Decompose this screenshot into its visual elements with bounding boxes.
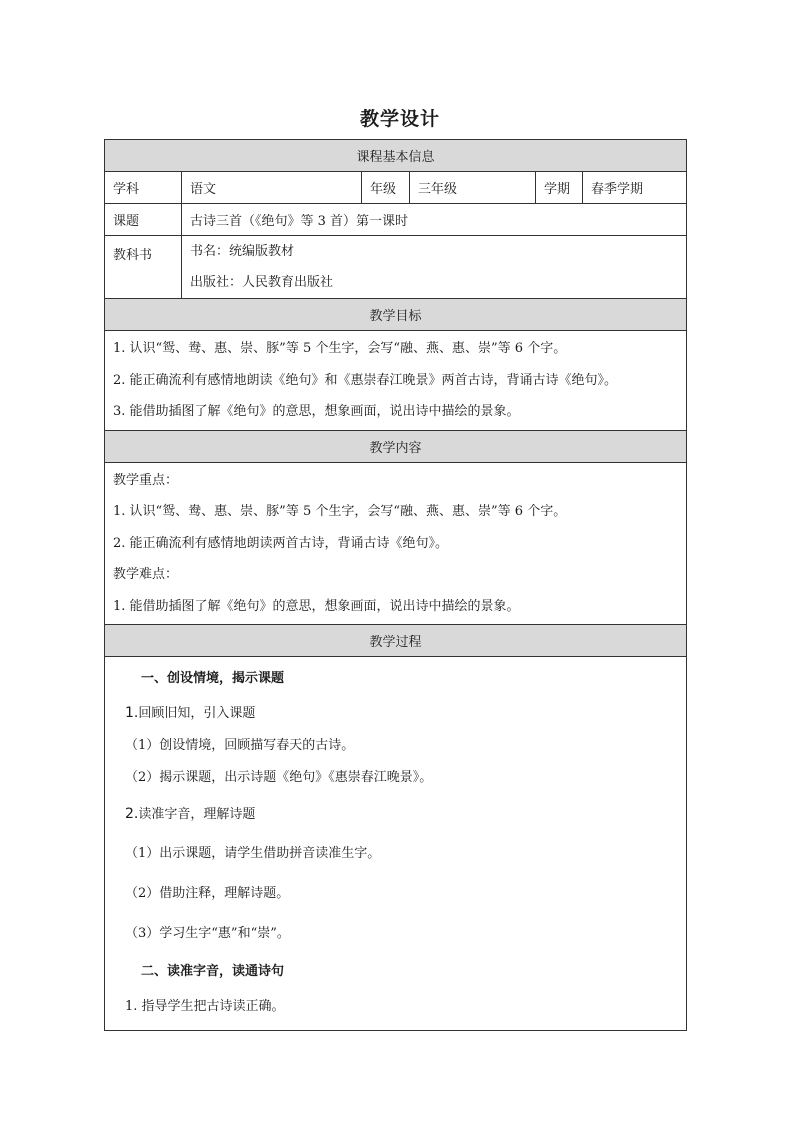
- topic-row: [105, 204, 687, 236]
- grade-label: 年级: [362, 172, 410, 204]
- step1-number: 1.: [125, 705, 139, 721]
- step1-item: （2）揭示课题，出示诗题《绝句》《惠崇春江晚景》。: [125, 770, 433, 785]
- step1-item: （1）创设情境，回顾描写春天的古诗。: [125, 738, 355, 753]
- part2-title: 二、读准字音，读通诗句: [141, 964, 285, 979]
- term-value: 春季学期: [583, 172, 687, 204]
- textbook-details: [182, 236, 687, 299]
- topic-label: 课题: [105, 204, 182, 236]
- basic-info-header-row: [105, 140, 687, 172]
- process-list: [105, 657, 687, 1031]
- subject-row: [105, 172, 687, 204]
- term-label: 学期: [536, 172, 583, 204]
- process-header: 教学过程: [105, 625, 687, 657]
- content-header: 教学内容: [105, 430, 687, 462]
- goals-header-row: [105, 299, 687, 331]
- lesson-plan-table: [104, 139, 687, 1031]
- content-row: [105, 462, 687, 625]
- step2-text: 读准字音，理解诗题: [138, 807, 256, 822]
- key-point-item: 2. 能正确流利有感情地朗读两首古诗，背诵古诗《绝句》。: [113, 535, 449, 551]
- textbook-name: 书名：统编版教材: [190, 244, 295, 259]
- goal-item: 3. 能借助插图了解《绝句》的意思，想象画面，说出诗中描绘的景象。: [113, 404, 520, 419]
- textbook-publisher: 出版社：人民教育出版社: [190, 275, 334, 290]
- key-points-label: 教学重点：: [113, 472, 179, 488]
- process-row: [105, 657, 687, 1031]
- step2-number: 2.: [125, 806, 139, 822]
- subject-label: 学科: [105, 172, 182, 204]
- content-list: [105, 462, 687, 625]
- content-header-row: [105, 430, 687, 462]
- goals-row: [105, 331, 687, 431]
- grade-value: 三年级: [410, 172, 536, 204]
- step2-item: （1）出示课题，请学生借助拼音读准生字。: [125, 846, 381, 861]
- goals-header: 教学目标: [105, 299, 687, 331]
- step2-heading: [125, 794, 678, 834]
- topic-value: 古诗三首（《绝句》等 3 首）第一课时: [182, 204, 687, 236]
- difficulty-item: 1. 能借助插图了解《绝句》的意思，想象画面，说出诗中描绘的景象。: [113, 598, 520, 614]
- process-header-row: [105, 625, 687, 657]
- textbook-label: 教科书: [105, 236, 182, 299]
- step1-text: 回顾旧知，引入课题: [138, 706, 256, 721]
- document-title: 教学设计: [359, 108, 440, 130]
- goal-item: 2. 能正确流利有感情地朗读《绝句》和《惠崇春江晚景》两首古诗，背诵古诗《绝句》。: [113, 372, 618, 388]
- part1-title: 一、创设情境，揭示课题: [141, 671, 285, 686]
- part2-item: 1. 指导学生把古诗读正确。: [125, 999, 285, 1014]
- difficulty-label: 教学难点：: [113, 567, 179, 582]
- step2-item: （2）借助注释，理解诗题。: [125, 886, 290, 901]
- subject-value: 语文: [182, 172, 362, 204]
- basic-info-header: 课程基本信息: [105, 140, 687, 172]
- step1-heading: [125, 697, 678, 730]
- key-point-item: 1. 认识“鸳、鸯、惠、崇、豚”等 5 个生字，会写“融、燕、惠、崇”等 6 个字。: [113, 504, 567, 519]
- step2-item: （3）学习生字“惠”和“崇”。: [125, 926, 290, 941]
- goal-item: 1. 认识“鸳、鸯、惠、崇、豚”等 5 个生字，会写“融、燕、惠、崇”等 6 个字。: [113, 341, 567, 356]
- textbook-row: [105, 236, 687, 299]
- goals-list: [105, 331, 687, 431]
